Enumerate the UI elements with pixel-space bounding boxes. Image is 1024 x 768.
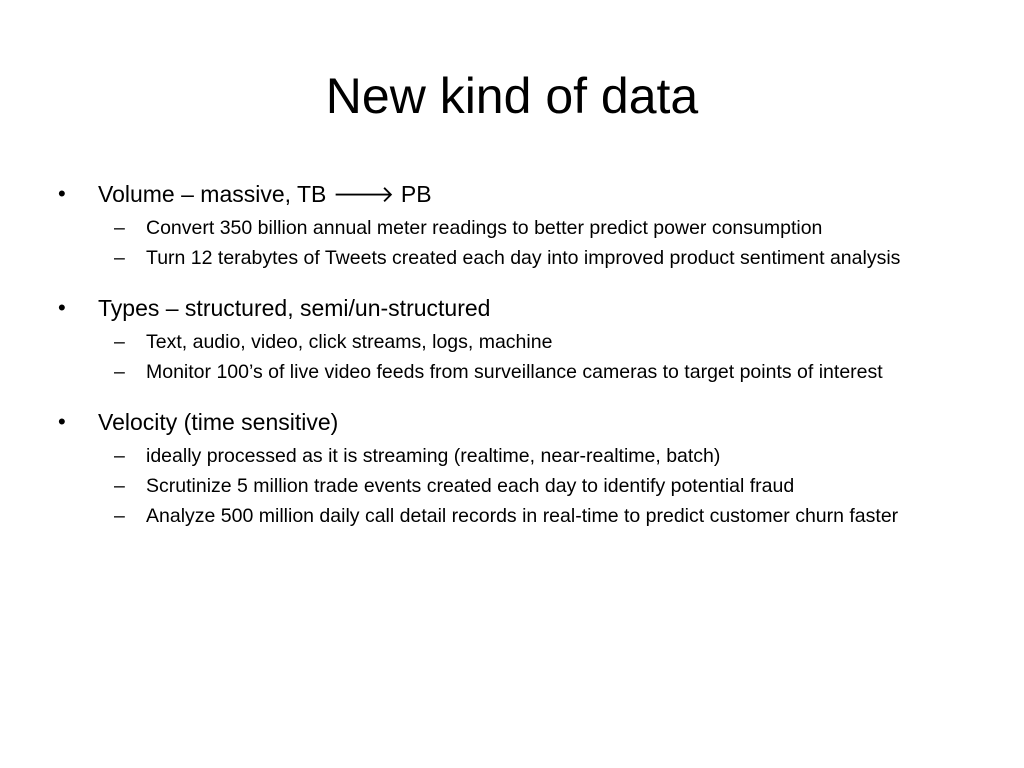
sub-item [98, 474, 976, 498]
sub-item [98, 246, 976, 270]
bullet-item-velocity [56, 406, 976, 528]
sub-list [98, 330, 976, 384]
dash-icon: – [114, 331, 125, 353]
sub-item-text: Text, audio, video, click streams, logs, machine [146, 331, 553, 353]
dash-icon: – [114, 475, 125, 497]
sub-item-text: Turn 12 terabytes of Tweets created each day into improved product sentiment analysis [146, 247, 901, 269]
sub-item [98, 504, 976, 528]
bullet-list [56, 178, 976, 528]
bullet-text: Types – structured, semi/un-structured [98, 295, 491, 321]
sub-list [98, 444, 976, 528]
dash-icon: – [114, 217, 125, 239]
dash-icon: – [114, 505, 125, 527]
sub-item [98, 444, 976, 468]
sub-item-text: Monitor 100’s of live video feeds from surveillance cameras to target points of interest [146, 361, 883, 383]
bullet-item-volume [56, 178, 976, 270]
bullet-icon: • [58, 181, 66, 206]
dash-icon: – [114, 445, 125, 467]
bullet-text: Velocity (time sensitive) [98, 409, 339, 435]
sub-item [98, 216, 976, 240]
sub-item-text: Analyze 500 million daily call detail records in real-time to predict customer churn faster [146, 505, 899, 527]
sub-list [98, 216, 976, 270]
slide-title: New kind of data [325, 68, 699, 124]
sub-item-text: ideally processed as it is streaming (realtime, near-realtime, batch) [146, 445, 721, 467]
sub-item [98, 330, 976, 354]
bullet-icon: • [58, 409, 66, 434]
bullet-icon: • [58, 295, 66, 320]
bullet-text: Volume – massive, TB 🡒 PB [98, 181, 432, 207]
dash-icon: – [114, 361, 125, 383]
bullet-item-types [56, 292, 976, 384]
sub-item [98, 360, 976, 384]
sub-item-text: Convert 350 billion annual meter readings to better predict power consumption [146, 217, 823, 239]
sub-item-text: Scrutinize 5 million trade events created each day to identify potential fraud [146, 475, 795, 497]
dash-icon: – [114, 247, 125, 269]
